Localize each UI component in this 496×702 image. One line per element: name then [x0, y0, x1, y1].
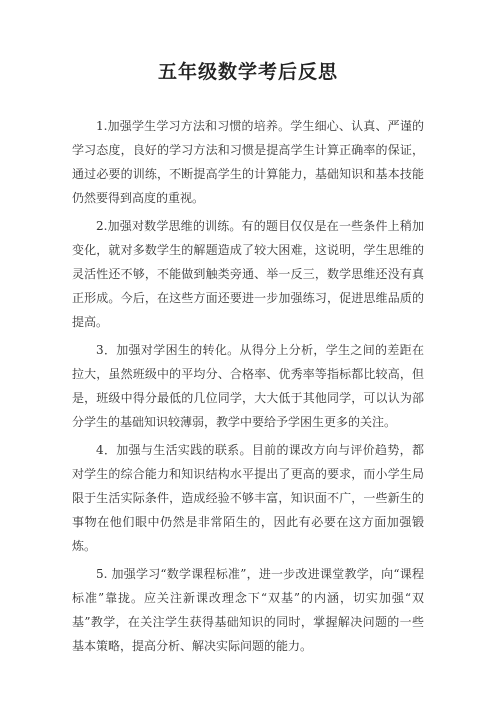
paragraph-5: 5. 加强学习“数学课程标准”，进一步改进课堂教学，向“课程标准”靠拢。应关注新课改理念下“双基”的内涵，切实加强“双基”教学，在关注学生获得基础知识的同时，掌握解决问题的一些基本策略，提高分析、解决实际问题的能力。	[72, 567, 424, 653]
paragraph-1: 1.加强学生学习方法和习惯的培养。学生细心、认真、严谨的学习态度，良好的学习方法和习惯是提高学生计算正确率的保证，通过必要的训练，不断提高学生的计算能力，基础知识和基本技能仍然要得到高度的重视。	[72, 119, 424, 205]
paragraph-4: 4．加强与生活实践的联系。目前的课改方向与评价趋势，都对学生的综合能力和知识结构水平提出了更高的要求，而小学生局限于生活实际条件，造成经验不够丰富，知识面不广，一些新生的事物在他们眼中仍然是非常陌生的，因此有必要在这方面加强锻炼。	[72, 443, 424, 553]
paragraph-2: 2.加强对数学思维的训练。有的题目仅仅是在一些条件上稍加变化，就对多数学生的解题造成了较大困难，这说明，学生思维的灵活性还不够，不能做到触类旁通、举一反三，数学思维还没有真正形成。今后，在这些方面还要进一步加强练习，促进思维品质的提高。	[72, 219, 424, 329]
paragraph-3: 3．加强对学困生的转化。从得分上分析，学生之间的差距在拉大，虽然班级中的平均分、合格率、优秀率等指标都比较高，但是，班级中得分最低的几位同学，大大低于其他同学，可以认为部分学生的基础知识较薄弱，教学中要给予学困生更多的关注。	[72, 343, 424, 429]
document-title: 五年级数学考后反思	[157, 61, 338, 83]
